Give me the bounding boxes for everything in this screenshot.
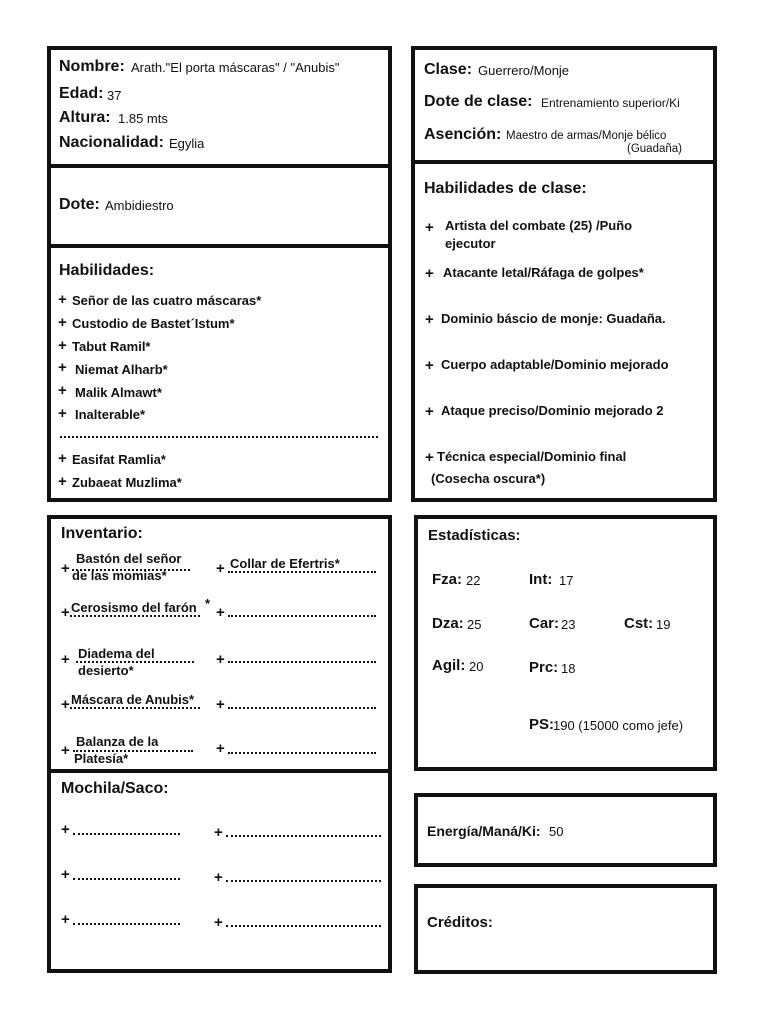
int-value: 17 [559,573,574,588]
clase-value: Guerrero/Monje [478,63,570,78]
dotted-line [73,878,180,880]
plus-icon: + [61,560,70,577]
inventario-item-star: * [205,596,211,611]
plus-icon: + [214,914,223,931]
cst-value: 19 [656,617,671,632]
habilidad-clase-item: Artista del combate (25) /Puño [445,218,633,233]
plus-icon: + [58,314,67,331]
plus-icon: + [61,821,70,838]
plus-icon: + [61,911,70,928]
mochila-title: Mochila/Saco: [61,780,169,797]
dotted-line [72,569,190,571]
habilidad-clase-item: Cuerpo adaptable/Dominio mejorado [441,357,669,372]
plus-icon: + [216,696,225,713]
dotted-line [228,571,376,573]
edad-label: Edad: [59,85,104,102]
dotted-line [226,880,381,882]
inventario-item: Máscara de Anubis* [71,692,195,707]
habilidad-item: Niemat Alharb* [75,362,168,377]
habilidad-item: Easifat Ramlia* [72,452,166,467]
dza-label: Dza: [432,615,464,632]
inventario-item-line2: Platesía* [74,751,129,766]
dotted-line [73,923,180,925]
dotted-line [70,615,200,617]
habilidad-clase-item-line2: (Cosecha oscura*) [431,471,546,486]
plus-icon: + [425,403,434,420]
nacionalidad-value: Egylia [169,136,205,151]
plus-icon: + [61,604,70,621]
plus-icon: + [425,311,434,328]
agil-label: Agil: [432,657,466,674]
plus-icon: + [216,740,225,757]
plus-icon: + [58,450,67,467]
inventario-item: Bastón del señor [76,551,182,566]
creditos-label: Créditos: [427,914,493,931]
car-label: Car: [529,615,560,632]
prc-label: Prc: [529,659,559,676]
habilidad-item: Señor de las cuatro máscaras* [72,293,262,308]
habilidad-item: Inalterable* [75,407,146,422]
fza-label: Fza: [432,571,462,588]
dotted-line [226,925,381,927]
inventario-item: Balanza de la [76,734,159,749]
plus-icon: + [425,449,434,466]
plus-icon: + [61,866,70,883]
plus-icon: + [58,382,67,399]
plus-icon: + [58,291,67,308]
inventario-item-line2: desierto* [78,663,134,678]
inventario-item-line2: de las momias* [72,568,167,583]
dotted-line [228,661,376,663]
clase-label: Clase: [424,61,473,78]
plus-icon: + [214,824,223,841]
habilidades-clase-title: Habilidades de clase: [424,180,587,197]
prc-value: 18 [561,661,576,676]
plus-icon: + [425,219,434,236]
ps-label: PS: [529,716,555,733]
habilidad-clase-item: Atacante letal/Ráfaga de golpes* [443,265,644,280]
dza-value: 25 [467,617,482,632]
edad-value: 37 [107,88,122,103]
habilidad-item: Custodio de Bastet´Istum* [72,316,235,331]
dotted-line [226,835,381,837]
plus-icon: + [216,560,225,577]
habilidad-item: Zubaeat Muzlima* [72,475,182,490]
int-label: Int: [529,571,553,588]
dote-clase-value: Entrenamiento superior/Ki [541,96,680,110]
energia-value: 50 [549,824,564,839]
nombre-value: Arath."El porta máscaras" / "Anubis" [131,60,340,75]
plus-icon: + [216,651,225,668]
altura-value: 1.85 mts [118,111,168,126]
habilidad-item: Malik Almawt* [75,385,162,400]
inventario-item: Diadema del [78,646,155,661]
plus-icon: + [58,359,67,376]
asencion-value: Maestro de armas/Monje bélico [506,130,667,142]
habilidades-title: Habilidades: [59,262,155,279]
plus-icon: + [216,604,225,621]
cst-label: Cst: [624,615,654,632]
dotted-line [73,833,180,835]
fza-value: 22 [466,573,481,588]
dote-value: Ambidiestro [105,198,174,213]
plus-icon: + [61,651,70,668]
habilidad-clase-item: Dominio báscio de monje: Guadaña. [441,311,666,326]
dotted-line [228,615,376,617]
altura-label: Altura: [59,109,111,126]
dotted-line [228,707,376,709]
plus-icon: + [214,869,223,886]
car-value: 23 [561,617,576,632]
dotted-line [228,752,376,754]
plus-icon: + [61,742,70,759]
plus-icon: + [58,337,67,354]
nacionalidad-label: Nacionalidad: [59,134,164,151]
dotted-separator [60,436,378,438]
estadisticas-title: Estadísticas: [428,527,521,544]
dote-label: Dote: [59,196,100,213]
energia-label: Energía/Maná/Ki: [427,823,541,839]
plus-icon: + [61,696,70,713]
dote-clase-label: Dote de clase: [424,93,533,110]
plus-icon: + [425,265,434,282]
inventario-item: Cerosismo del farón [71,600,197,615]
habilidad-item: Tabut Ramil* [72,339,151,354]
agil-value: 20 [469,659,484,674]
asencion-label: Asención: [424,126,502,143]
asencion-value-2: (Guadaña) [627,143,682,155]
habilidad-clase-item: Ataque preciso/Dominio mejorado 2 [441,403,664,418]
dotted-line [70,707,200,709]
inventario-title: Inventario: [61,525,143,542]
nombre-label: Nombre: [59,58,125,75]
inventario-item: Collar de Efertris* [230,556,340,571]
plus-icon: + [425,357,434,374]
habilidad-clase-item-line2: ejecutor [445,236,496,251]
ps-value: 190 (15000 como jefe) [553,718,684,733]
habilidad-clase-item: Técnica especial/Dominio final [437,449,627,464]
plus-icon: + [58,473,67,490]
plus-icon: + [58,405,67,422]
